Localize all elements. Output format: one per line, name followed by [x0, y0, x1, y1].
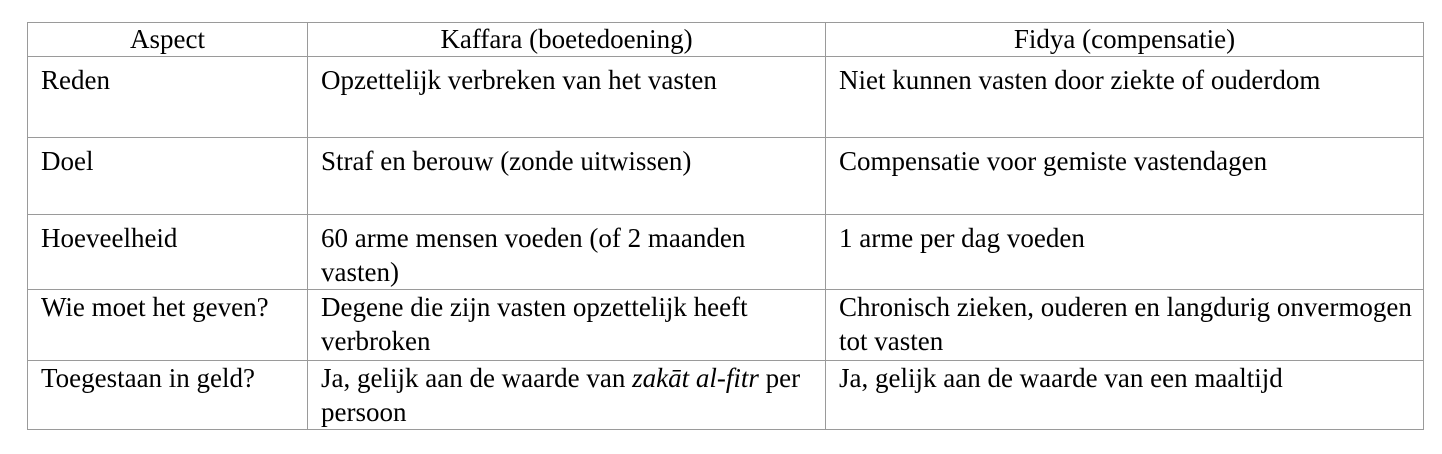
- header-kaffara: Kaffara (boetedoening): [308, 23, 826, 57]
- header-row: [28, 23, 1424, 57]
- cell-kaffara: Opzettelijk verbreken van het vasten: [308, 57, 826, 138]
- header-aspect: Aspect: [28, 23, 308, 57]
- cell-aspect: Reden: [28, 57, 308, 138]
- cell-fidya: 1 arme per dag voeden: [826, 215, 1424, 290]
- cell-kaffara-prefix: Ja, gelijk aan de waarde van: [321, 363, 633, 393]
- cell-kaffara: [308, 361, 826, 430]
- cell-fidya: Compensatie voor gemiste vastendagen: [826, 138, 1424, 215]
- comparison-table: [27, 22, 1424, 430]
- cell-kaffara: 60 arme mensen voeden (of 2 maanden vasten): [308, 215, 826, 290]
- cell-aspect: Hoeveelheid: [28, 215, 308, 290]
- cell-kaffara: Degene die zijn vasten opzettelijk heeft verbroken: [308, 290, 826, 361]
- table-row: [28, 290, 1424, 361]
- header-fidya: Fidya (compensatie): [826, 23, 1424, 57]
- cell-fidya: Chronisch zieken, ouderen en langdurig onvermogen tot vasten: [826, 290, 1424, 361]
- cell-kaffara-suffix: per persoon: [321, 363, 801, 427]
- cell-aspect: Toegestaan in geld?: [28, 361, 308, 430]
- table-row: [28, 138, 1424, 215]
- table-row: [28, 361, 1424, 430]
- cell-aspect: Wie moet het geven?: [28, 290, 308, 361]
- cell-fidya: Niet kunnen vasten door ziekte of ouderdom: [826, 57, 1424, 138]
- table-row: [28, 57, 1424, 138]
- cell-kaffara: Straf en berouw (zonde uitwissen): [308, 138, 826, 215]
- cell-aspect: Doel: [28, 138, 308, 215]
- table-row: [28, 215, 1424, 290]
- cell-fidya: Ja, gelijk aan de waarde van een maaltijd: [826, 361, 1424, 430]
- cell-kaffara-italic-term: zakāt al-fitr: [632, 363, 759, 393]
